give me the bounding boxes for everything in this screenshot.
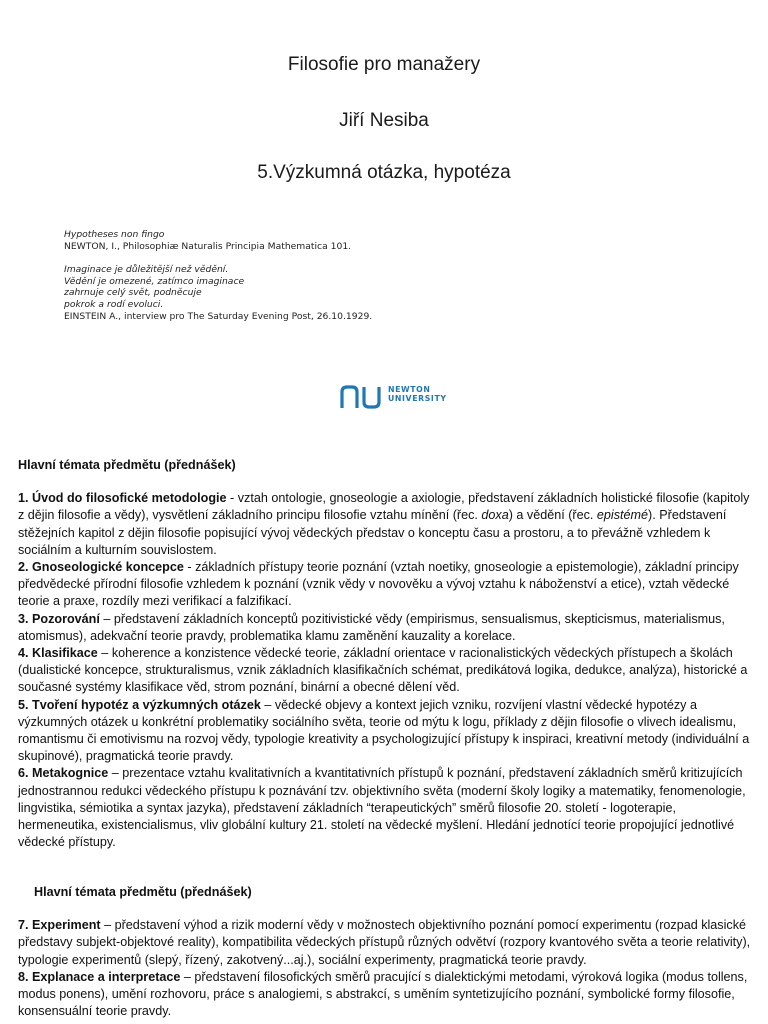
einstein-quote-line: pokrok a rodí evoluci. — [64, 298, 164, 310]
topics-section-1 — [18, 457, 756, 851]
topic-item-5: 5. Tvoření hypotéz a výzkumných otázek – vědecké objevy a kontext jejich vzniku, rozvíjení vlastní vědecké hypotézy a výzkumných otázek u konkrétní problematiky sociálního světa, teorie od mýtu k logu, příklady z dějin filosofie o vlivech idealismu, romantismu či emotivismu na rozvoj vědy, typologie kreativity a psychologizující přístupy k inspiraci, kreativní metody (individuální a skupinové), pragmatická teorie pravdy. — [18, 697, 750, 764]
section-heading: Hlavní témata předmětu (přednášek) — [18, 458, 236, 472]
topic-item-8: 8. Explanace a interpretace – představení filosofických směrů pracující s dialektickými metodami, výroková logika (modus tollens, modus ponens), umění rozhovoru, práce s analogiemi, s abstrakcí, s uměním syntetizujícího poznání, symbolické formy filosofie, konsensuální teorie pravdy. — [18, 969, 748, 1019]
topic-item-4: 4. Klasifikace – koherence a konzistence vědecké teorie, základní orientace v racionalistických vědeckých přístupech a školách (dualistické koncepce, strukturalismus, vznik základních klasifikačních schémat, predikátová logika, dedukce, analýza), historické a současné systémy klasifikace věd, strom poznání, binární a obecné dělení věd. — [18, 646, 748, 695]
topic-item-6: 6. Metakognice – prezentace vztahu kvalitativních a kvantitativních přístupů k poznání, představení základních směrů kritizujících jednostrannou redukci vědeckého přístupu k poznávání tzv. objektivního světa (moderní školy logiky a matematiky, fenomenologie, lingvistika, sémiotika a syntax jazyka), představení základních “terapeutických” směrů filosofie 20. století - logoterapie, hermeneutika, existencialismus, vliv globální kultury 21. století na vědecké myšlení. Hledání jednotící teorie propojující jednotlivé vědecké přístupy. — [18, 766, 746, 850]
logo-line-university: UNIVERSITY — [388, 394, 447, 404]
logo-line-newton: NEWTON — [388, 385, 431, 394]
topics-section-2 — [18, 884, 758, 1020]
logo-wordmark — [388, 385, 447, 404]
topic-item-1: 1. Úvod do filosofické metodologie - vztah ontologie, gnoseologie a axiologie, představení základních holistické filosofie (kapitoly z dějin filosofie a vědy), vysvětlení základního principu filosofie vztahu mínění (řec. doxa) a vědění (řec. epistémé). Představení stěžejních kapitol z dějin filosofie popisující vývoj vědeckých představ o konceptu času a prostoru, a to převážně vzhledem k sociálním a kulturním souvislostem. — [18, 491, 750, 557]
topic-item-7: 7. Experiment – představení výhod a rizik moderní vědy v možnostech objektivního poznání pomocí experimentu (rozpad klasické představy subjekt-objektové reality), kompatibilita vědeckých přístupů různých odvětví (rozpory kvantového světa a teorie relativity), typologie experimentů (slepý, řízený, zakotvený...aj.), sociální experimenty, pragmatická teorie pravdy. — [18, 918, 751, 967]
einstein-quote-line: Imaginace je důležitější než vědění. — [64, 264, 229, 276]
section-heading: Hlavní témata předmětu (přednášek) — [34, 885, 252, 899]
newton-quote: Hypotheses non fingo — [64, 229, 165, 240]
einstein-source: EINSTEIN A., interview pro The Saturday Evening Post, 26.10.1929. — [64, 310, 373, 322]
lecture-title: 5.Výzkumná otázka, hypotéza — [257, 162, 511, 183]
document-title: Filosofie pro manažery — [287, 54, 481, 75]
einstein-quote-line: Vědění je omezené, zatímco imaginace — [64, 275, 245, 287]
newton-source: NEWTON, I., Philosophiæ Naturalis Principia Mathematica 101. — [64, 240, 352, 252]
topic-item-2: 2. Gnoseologické koncepce - základních přístupy teorie poznání (vztah noetiky, gnoseologie a epistemologie), základní principy předvědecké přírodní filosofie vzhledem k poznání (vznik vědy v novověku a vývoj vztahu k náboženství a etice), vztah vědecké teorie a praxe, rozdíly mezi verifikací a falzifikací. — [18, 560, 739, 609]
einstein-quote-line: zahrnuje celý svět, podněcuje — [64, 287, 202, 299]
topic-item-3: 3. Pozorování – představení základních konceptů pozitivistické vědy (empirismus, sensualismus, skepticismus, materialismus, atomismus), adekvační teorie pravdy, problematika klamu zaměnění kauzality a korelace. — [18, 611, 725, 643]
epigraph-quotes — [64, 229, 524, 322]
author-name: Jiří Nesiba — [339, 110, 429, 131]
